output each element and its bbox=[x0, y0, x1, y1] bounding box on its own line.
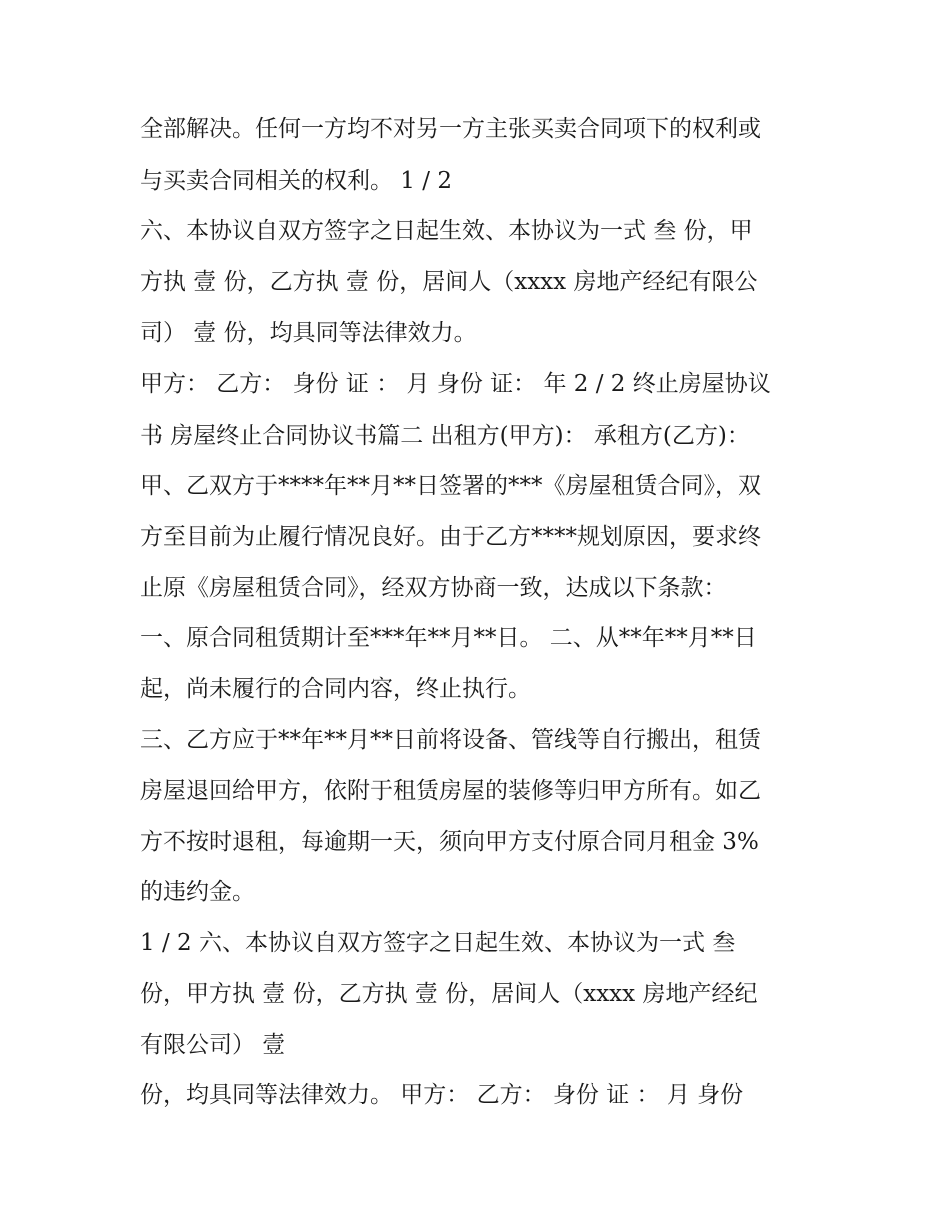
text-line: 的违约金。 bbox=[140, 879, 255, 905]
text-line: 与买卖合同相关的权利。 1 / 2 bbox=[140, 168, 452, 194]
text-line: 三、乙方应于**年**月**日前将设备、管线等自行搬出，租赁 bbox=[140, 727, 761, 753]
text-line: 有限公司） 壹 bbox=[140, 1032, 286, 1058]
text-line: 一、原合同租赁期计至***年**月**日。 二、从**年**月**日 bbox=[140, 625, 757, 651]
text-line: 份，均具同等法律效力。 甲方： 乙方： 身份 证 ： 月 身份 bbox=[140, 1082, 744, 1108]
text-line: 方不按时退租，每逾期一天，须向甲方支付原合同月租金 3% bbox=[140, 829, 759, 855]
text-line: 全部解决。任何一方均不对另一方主张买卖合同项下的权利或 bbox=[140, 116, 761, 142]
text-line: 房屋退回给甲方，依附于租赁房屋的装修等归甲方所有。如乙 bbox=[140, 778, 761, 804]
text-line: 止原《房屋租赁合同》，经双方协商一致，达成以下条款： bbox=[140, 575, 727, 601]
text-line: 甲方： 乙方： 身份 证 ： 月 身份 证： 年 2 / 2 终止房屋协议 bbox=[140, 371, 771, 397]
text-line: 方执 壹 份，乙方执 壹 份，居间人（xxxx 房地产经纪有限公 bbox=[140, 269, 758, 295]
text-line: 书 房屋终止合同协议书篇二 出租方(甲方)： 承租方(乙方)： bbox=[140, 423, 750, 449]
text-line: 司） 壹 份，均具同等法律效力。 bbox=[140, 320, 477, 346]
text-line: 甲、乙双方于****年**月**日签署的***《房屋租赁合同》，双 bbox=[140, 473, 761, 499]
text-line: 方至目前为止履行情况良好。由于乙方****规划原因，要求终 bbox=[140, 524, 761, 550]
text-line: 1 / 2 六、本协议自双方签字之日起生效、本协议为一式 叁 bbox=[140, 930, 736, 956]
text-line: 六、本协议自双方签字之日起生效、本协议为一式 叁 份，甲 bbox=[140, 218, 753, 244]
text-line: 起，尚未履行的合同内容，终止执行。 bbox=[140, 676, 531, 702]
text-line: 份，甲方执 壹 份，乙方执 壹 份，居间人（xxxx 房地产经纪 bbox=[140, 981, 758, 1007]
